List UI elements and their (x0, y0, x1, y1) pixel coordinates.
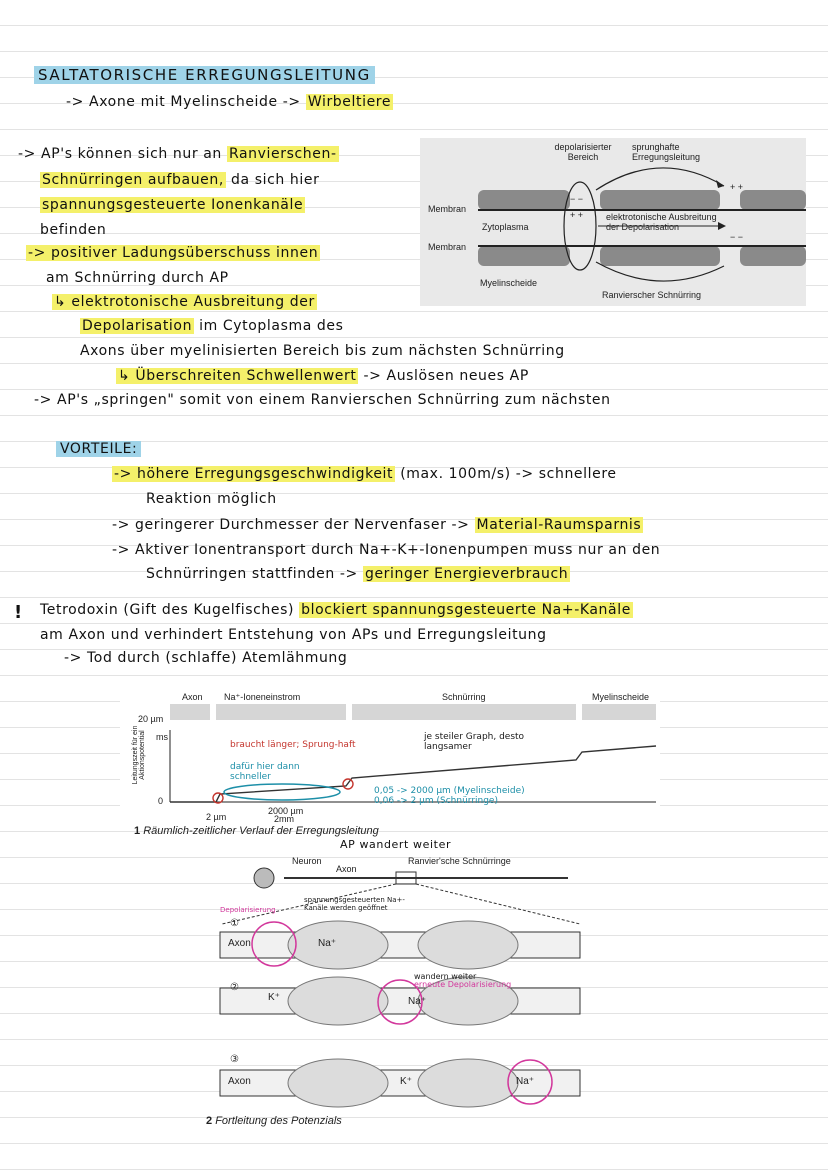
fig2-depol: Depolarisierung (220, 906, 276, 914)
fig1-ms: ms (156, 732, 168, 742)
label-elektro: elektrotonische Ausbreitung der Depolarisation (606, 212, 717, 232)
tetro-line: am Axon und verhindert Entstehung von APs und Erregungsleitung (40, 627, 547, 643)
ap-wandert-label: AP wandert weiter (340, 838, 452, 851)
note-line: befinden (40, 222, 107, 238)
intro-line: -> Axone mit Myelinscheide -> Wirbeltiere (66, 94, 392, 110)
note-line: spannungsgesteuerte Ionenkanäle (42, 197, 304, 213)
fig2-wandern: wandern weiter (414, 972, 477, 981)
label-sprung: sprunghafte Erregungsleitung (632, 142, 701, 162)
axon-segment (170, 704, 210, 720)
figure-1 (120, 690, 660, 825)
myelin-coil (418, 1059, 518, 1107)
fig1-ann2: dafür hier dann schneller (230, 762, 300, 782)
myelin-coil (288, 1059, 388, 1107)
note-line: -> AP's können sich nur an Ranvierschen- (18, 146, 337, 162)
fig1-ann5: 0,06 -> 2 µm (Schnürringe) (374, 796, 498, 806)
tetro-line: Tetrodoxin (Gift des Kugelfisches) blockiert spannungsgesteuerte Na+-Kanäle (40, 602, 631, 618)
label-membran-top: Membran (428, 204, 467, 214)
fig1-ylabel: Leitungszeit für ein Aktionspotential (132, 725, 146, 785)
vorteile-heading: VORTEILE: (56, 441, 141, 457)
figure-2-svg (200, 852, 600, 1110)
myelin-block (740, 246, 806, 266)
page-title: SALTATORISCHE ERREGUNGSLEITUNG (34, 66, 375, 84)
label-membran-bottom: Membran (428, 242, 467, 252)
myelin-block (478, 246, 570, 266)
fig1-ann1: braucht länger; Sprung-haft (230, 740, 356, 750)
neuron-soma (254, 868, 274, 888)
signs-minus: − − (730, 232, 744, 242)
label-ranvier: Ranvierscher Schnürring (602, 290, 702, 300)
fig2-n3: ③ (230, 1054, 239, 1065)
fig2-ranvier: Ranvier'sche Schnürringe (408, 856, 511, 866)
myelin-block (600, 190, 720, 210)
note-line: ↳ Überschreiten Schwellenwert -> Auslösen neues AP (118, 368, 529, 384)
fig2-neuron: Neuron (292, 856, 322, 866)
myelin-block (740, 190, 806, 210)
myelin-block (478, 190, 570, 210)
fig1-um20: 20 µm (138, 714, 164, 724)
myelin-segment (582, 704, 656, 720)
myelin-block (600, 246, 720, 266)
note-line: ↳ elektrotonische Ausbreitung der (54, 294, 315, 310)
membrane-diagram (420, 138, 806, 306)
note-line: -> AP's „springen" somit von einem Ranvierschen Schnürring zum nächsten (34, 392, 611, 408)
arrow-head (716, 180, 724, 188)
fig2-axon3: Axon (228, 1076, 251, 1087)
vorteil-line: Reaktion möglich (146, 491, 277, 507)
fig1-um2: 2 µm (206, 812, 227, 822)
myelin-coil (288, 921, 388, 969)
fig1-mm2: 2mm (274, 814, 294, 824)
tetro-line: -> Tod durch (schlaffe) Atemlähmung (64, 650, 348, 666)
note-line: -> positiver Ladungsüberschuss innen (28, 245, 319, 261)
fig1-ann3: je steiler Graph, desto langsamer (424, 732, 525, 752)
signs-minus: − − (570, 194, 584, 204)
arrow-head (718, 222, 726, 230)
fig2-na: Na⁺ (318, 938, 337, 949)
note-line: Schnürringen aufbauen, da sich hier (42, 172, 320, 188)
fig2-k2: K⁺ (400, 1076, 412, 1087)
myelin-segment (216, 704, 346, 720)
fig2-n1: ① (230, 918, 239, 929)
fig1-zero: 0 (158, 796, 164, 806)
note-line: Axons über myelinisierten Bereich bis zum nächsten Schnürring (80, 343, 565, 359)
fig2-axon: Axon (336, 864, 357, 874)
figure-2-caption: 2 Fortleitung des Potenzials (206, 1115, 342, 1127)
warning-icon: ! (14, 602, 23, 623)
vorteil-line: -> höhere Erregungsgeschwindigkeit (max. 100m/s) -> schnellere (114, 466, 617, 482)
fig2-n2: ② (230, 982, 239, 993)
label-depol: depolarisierter Bereich (554, 142, 612, 162)
signs-plus: + + (570, 210, 584, 220)
fig1-na-strom: Na⁺-Ioneneinstrom (224, 692, 301, 702)
note-line: Depolarisation im Cytoplasma des (82, 318, 344, 334)
fig2-axon2: Axon (228, 938, 251, 949)
fig2-k: K⁺ (268, 992, 280, 1003)
fig1-ann4: 0,05 -> 2000 µm (Myelinscheide) (374, 786, 525, 796)
fig2-na3: Na⁺ (516, 1076, 535, 1087)
note-line: am Schnürring durch AP (46, 270, 229, 286)
fig1-schnurring: Schnürring (442, 692, 486, 702)
fig2-na2: Na⁺ (408, 996, 427, 1007)
fig1-axon: Axon (182, 692, 203, 702)
fig1-um2000: 2000 µm (268, 806, 304, 816)
figure-1-caption: 1 Räumlich-zeitlicher Verlauf der Erregungsleitung (134, 825, 379, 837)
label-zytoplasma: Zytoplasma (482, 222, 529, 232)
zoom-line (416, 884, 580, 924)
fig1-myelinscheide: Myelinscheide (592, 692, 650, 702)
vorteil-line: -> Aktiver Ionentransport durch Na+-K+-Ionenpumpen muss nur an den (112, 542, 661, 558)
jump-arrow (596, 168, 724, 190)
myelin-segment (352, 704, 576, 720)
signs-plus: + + (730, 182, 744, 192)
vorteil-line: -> geringerer Durchmesser der Nervenfaser -> Material-Raumsparnis (112, 517, 642, 533)
fig2-erneute: erneute Depolarisierung (414, 980, 512, 989)
myelin-coil (418, 921, 518, 969)
fig2-spann: spannungsgesteuerten Na+-Kanäle werden geöffnet (304, 896, 405, 912)
label-myelin: Myelinscheide (480, 278, 538, 288)
myelin-coil (288, 977, 388, 1025)
vorteil-line: Schnürringen stattfinden -> geringer Energieverbrauch (146, 566, 569, 582)
axon-row (220, 932, 580, 958)
figure-2 (200, 852, 600, 1110)
